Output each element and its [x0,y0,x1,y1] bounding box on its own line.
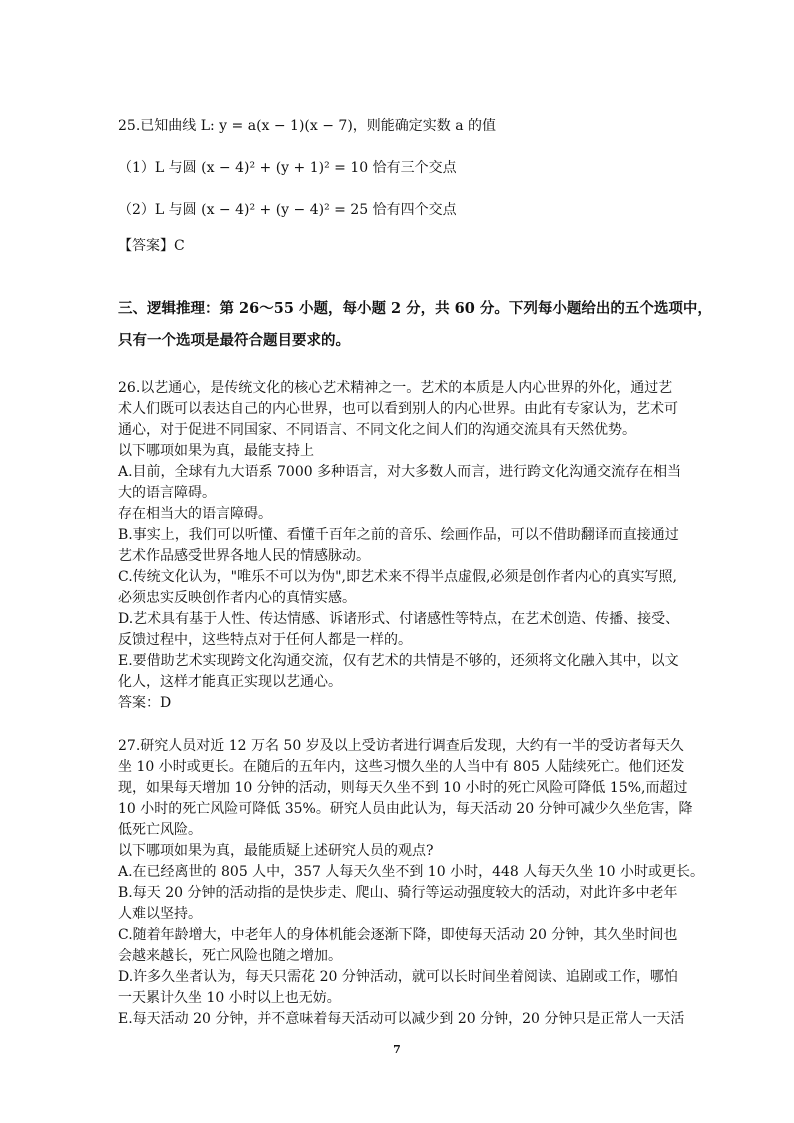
section-3-heading-cont: 只有一个选项是最符合题目要求的。 [118,332,350,349]
q27-line: 10 小时的死亡风险可降低 35%。研究人员由此认为，每天活动 20 分钟可减少久坐危害，降 [118,801,693,817]
q25-stem: 25.已知曲线 L: y = a(x − 1)(x − 7)，则能确定实数 a 的值 [118,118,497,134]
q26-line: C.传统文化认为，"唯乐不可以为伪",即艺术来不得半点虚假,必须是创作者内心的真实写照, [118,569,677,585]
q26-line: 通心，对于促进不同国家、不同语言、不同文化之间人们的沟通交流具有天然优势。 [118,422,636,438]
q27-line: 现，如果每天增加 10 分钟的活动，则每天久坐不到 10 小时的死亡风险可降低 15%,而超过 [118,780,688,796]
q26-line: 必须忠实反映创作者内心的真情实感。 [118,590,356,606]
q26-line: D.艺术具有基于人性、传达情感、诉诸形式、付诸感性等特点，在艺术创造、传播、接受、 [118,611,680,627]
q26-line: 以下哪项如果为真，最能支持上 [118,443,314,459]
q25-condition-1: （1）L 与圆 (x − 4)² + (y + 1)² = 10 恰有三个交点 [118,160,457,176]
q26-line: 艺术作品感受世界各地人民的情感脉动。 [118,548,370,564]
q26-line: 反馈过程中，这些特点对于任何人都是一样的。 [118,632,412,648]
q27-line: E.每天活动 20 分钟，并不意味着每天活动可以减少到 20 分钟，20 分钟只是正常人一天活 [118,1011,685,1027]
q26-line: 化人，这样才能真正实现以艺通心。 [118,674,342,690]
q27-line: 坐 10 小时或更长。在随后的五年内，这些习惯久坐的人当中有 805 人陆续死亡。他们还发 [118,759,685,775]
q27-line: D.许多久坐者认为，每天只需花 20 分钟活动，就可以长时间坐着阅读、追剧或工作，哪怕 [118,969,678,985]
page-number: 7 [393,1043,401,1056]
q27-line: 一天累计久坐 10 小时以上也无妨。 [118,990,341,1006]
q27-line: B.每天 20 分钟的活动指的是快步走、爬山、骑行等运动强度较大的活动，对此许多中老年 [118,885,678,901]
q27-line: C.随着年龄增大，中老年人的身体机能会逐渐下降，即使每天活动 20 分钟，其久坐时间也 [118,927,678,943]
q27-line: 会越来越长，死亡风险也随之增加。 [118,948,342,964]
q26-line: 大的语言障碍。 [118,485,216,501]
q27-line: 人难以坚持。 [118,906,202,922]
q26-line: 术人们既可以表达自己的内心世界，也可以看到别人的内心世界。由此有专家认为，艺术可 [118,401,678,417]
q26-line: 26.以艺通心，是传统文化的核心艺术精神之一。艺术的本质是人内心世界的外化，通过艺 [118,380,673,396]
q26-line: A.目前，全球有九大语系 7000 多种语言，对大多数人而言，进行跨文化沟通交流存在相当 [118,464,682,480]
q27-line: 以下哪项如果为真，最能质疑上述研究人员的观点? [118,843,434,859]
q25-condition-2: （2）L 与圆 (x − 4)² + (y − 4)² = 25 恰有四个交点 [118,202,457,218]
q26-line: E.要借助艺术实现跨文化沟通交流，仅有艺术的共情是不够的，还须将文化融入其中，以文 [118,653,679,669]
q26-line: B.事实上，我们可以听懂、看懂千百年之前的音乐、绘画作品，可以不借助翻译而直接通过 [118,527,679,543]
section-3-heading: 三、逻辑推理：第 26～55 小题，每小题 2 分，共 60 分。下列每小题给出的五个选项中， [118,300,712,317]
q26-line: 存在相当大的语言障碍。 [118,506,272,522]
q27-line: A.在已经离世的 805 人中，357 人每天久坐不到 10 小时，448 人每天久坐 10 小时或更长。 [118,864,704,880]
q27-line: 27.研究人员对近 12 万名 50 岁及以上受访者进行调查后发现，大约有一半的受访者每天久 [118,738,684,754]
q25-answer: 【答案】C [118,238,185,254]
q26-answer: 答案：D [118,695,172,711]
q27-line: 低死亡风险。 [118,822,202,838]
